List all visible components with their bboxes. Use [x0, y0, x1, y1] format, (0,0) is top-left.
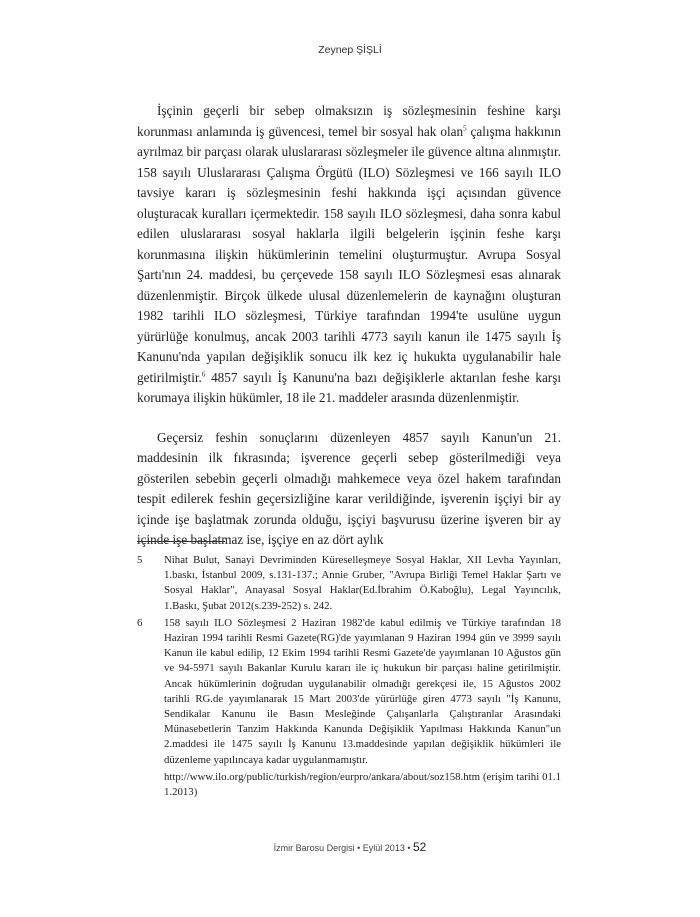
paragraph-1-part-2: çalışma hakkının ayrılmaz bir parçası olarak uluslararası sözleşmeler ile güvence altına alınmıştır. 158 sayılı Uluslararası Çalışma Örgütü (ILO) Sözleşmesi ve 166 sayılı ILO tavsiye kararı iş sözleşmesinin feshi hakkında işçi açısından güvence oluşturacak kuralları içermektedir. 158 sayılı ILO sözleşmesi, daha sonra kabul edilen uluslararası sosyal haklarla ilgili belgelerin işçinin feshe karşı korunmasına ilişkin hükümlerinin temelini oluşturmuştur. Avrupa Sosyal Şartı'nın 24. maddesi, bu çerçevede 158 sayılı ILO Sözleşmesi esas alınarak düzenlenmiştir. Birçok ülkede ulusal düzenlemelerin de kaynağını oluşturan 1982 tarihli ILO sözleşmesi, Türkiye tarafından 1994'te usulüne uygun yürürlüğe konulmuş, ancak 2003 tarihli 4773 sayılı kanun ile 1475 sayılı İş Kanunu'nda yapılan değişiklik sonucu ilk kez iç hukukta uygulanabilir hale getirilmiştir. — [137, 123, 561, 385]
footnote-ref-6: 6 — [201, 370, 206, 379]
footnote-6-url-row — [137, 770, 561, 800]
journal-name: İzmir Barosu Dergisi • Eylül 2013 • — [273, 843, 411, 853]
footnote-divider — [137, 541, 225, 542]
paragraph-1-part-3: 4857 sayılı İş Kanunu'na bazı değişiklerle aktarılan feshe karşı korumaya ilişkin hükümler, 18 ile 21. maddeler arasında düzenlenmiştir. — [137, 369, 561, 405]
running-header: Zeynep ŞİŞLİ — [318, 44, 382, 56]
paragraph-2: Geçersiz feshin sonuçlarını düzenleyen 4857 sayılı Kanun'un 21. maddesinin ilk fıkrasında; işverence geçerli sebep gösterilmediği veya gösterilen sebebin geçerli olmadığı mahkemece veya özel hakem tarafından tespit edilerek feshin geçersizliğine karar verildiğinde, işverenin işçiyi bir ay içinde işe başlatmak zorunda olduğu, işçiyi başvurusu üzerine işveren bir ay içinde işe başlatmaz ise, işçiye en az dört aylık — [137, 429, 561, 547]
footnote-number: 5 — [137, 554, 143, 566]
page-footer — [0, 840, 700, 854]
page-number: 52 — [413, 840, 427, 854]
footnote-number: 6 — [137, 616, 143, 629]
footnote-6 — [137, 616, 561, 768]
footnotes — [137, 553, 561, 802]
footnote-ref-5: 5 — [463, 124, 467, 133]
footnote-url: http://www.ilo.org/public/turkish/region/eurpro/ankara/about/soz158.htm (erişim tarihi 01.11.2013) — [164, 770, 561, 799]
body-text — [137, 101, 561, 570]
footnote-text: Nihat Bulut, Sanayi Devriminden Küreselleşmeye Sosyal Haklar, XII Levha Yayınları, 1.baskı, İstanbul 2009, s.131-137.; Annie Gruber, "Avrupa Birliği Temel Haklar Şartı ve Sosyal Haklar", Anayasal Sosyal Haklar(Ed.İbrahim Ö.Kaboğlu), Legal Yayıncılık, 1.Baskı, Şubat 2012(s.239-252) s. 242. — [164, 554, 561, 612]
paragraph-1-part-1: İşçinin geçerli bir sebep olmaksızın iş sözleşmesinin feshine karşı korunması anlamında iş güvencesi, temel bir sosyal hak olan — [137, 103, 561, 139]
footnote-text: 158 sayılı ILO Sözleşmesi 2 Haziran 1982'de kabul edilmiş ve Türkiye tarafından 18 Haziran 1994 tarihli Resmi Gazete(RG)'de yayımlanan 9 Haziran 1994 gün ve 3999 sayılı Kanun ile kabul edilip, 12 Ekim 1994 tarihli Resmi Gazete'de yayımlanan 10 Ağustos gün ve 94-5971 sayılı Bakanlar Kurulu kararı ile iç hukukun bir parçası haline getirilmiştir. Ancak hükümlerinin doğrudan uygulanabilir olmadığı gerekçesi ile, 15 Ağustos 2002 tarihli RG.de yayımlanarak 15 Mart 2003'de yürürlüğe giren 4773 sayılı "İş Kanunu, Sendikalar Kanunu ile Basın Mesleğinde Çalışanlarla Çalıştıranlar Arasındaki Münasebetlerin Tanzim Hakkında Kanunda Değişiklik Yapılması Hakkında Kanun"un 2.maddesi ile 1475 sayılı İş Kanunu 13.maddesinde yapılan değişiklik hükümleri ile düzenleme yapılıncaya kadar uygulanmamıştır. — [164, 616, 561, 766]
paragraph-1 — [137, 101, 561, 409]
footnote-5 — [137, 553, 561, 614]
